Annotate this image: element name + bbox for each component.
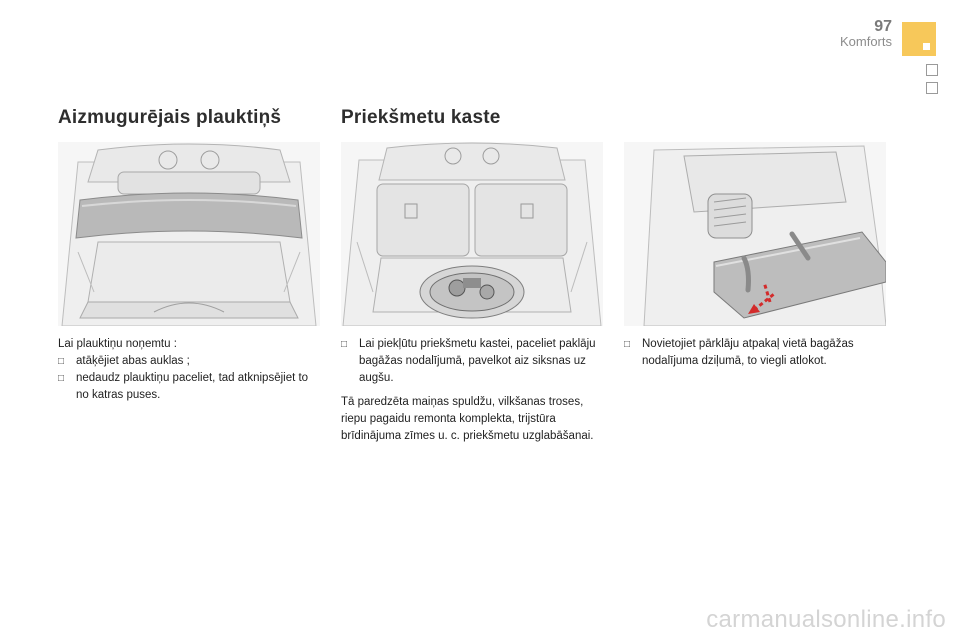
watermark: carmanualsonline.info	[706, 606, 946, 633]
floor-cover-illustration	[624, 142, 886, 326]
chapter-label: Komforts	[839, 34, 892, 49]
parcel-shelf-illustration	[58, 142, 320, 326]
middle-instructions	[341, 336, 599, 452]
left-instructions	[58, 336, 322, 404]
left-bullet-1: □ atāķējiet abas auklas ;	[58, 353, 322, 370]
left-intro: Lai plauktiņu noņemtu :	[58, 338, 177, 350]
middle-bullet-1: □ Lai piekļūtu priekšmetu kastei, paceliet paklāju bagāžas nodalījumā, pavelkot aiz siksnas uz augšu.	[341, 336, 599, 387]
right-instructions	[624, 336, 886, 377]
left-section-title: Aizmugurējais plauktiņš	[58, 107, 282, 128]
storage-box-illustration	[341, 142, 603, 326]
tab-marker-icon	[923, 43, 930, 50]
page-number: 97	[874, 18, 892, 35]
chapter-tab-empty[interactable]	[926, 82, 938, 94]
right-bullet-1: □ Novietojiet pārklāju atpakaļ vietā bagāžas nodalījuma dziļumā, to viegli atlokot.	[624, 336, 886, 370]
middle-section-title: Priekšmetu kaste	[341, 107, 501, 128]
chapter-tab[interactable]	[902, 22, 936, 56]
middle-paragraph: Tā paredzēta maiņas spuldžu, vilkšanas troses, riepu pagaidu remonta komplekta, trijstūra brīdinājuma zīmes u. c. priekšmetu uzglabāšanai.	[341, 396, 594, 442]
left-bullet-2: □ nedaudz plauktiņu paceliet, tad atknipsējiet to no katras puses.	[58, 370, 322, 404]
chapter-tab-empty[interactable]	[926, 64, 938, 76]
